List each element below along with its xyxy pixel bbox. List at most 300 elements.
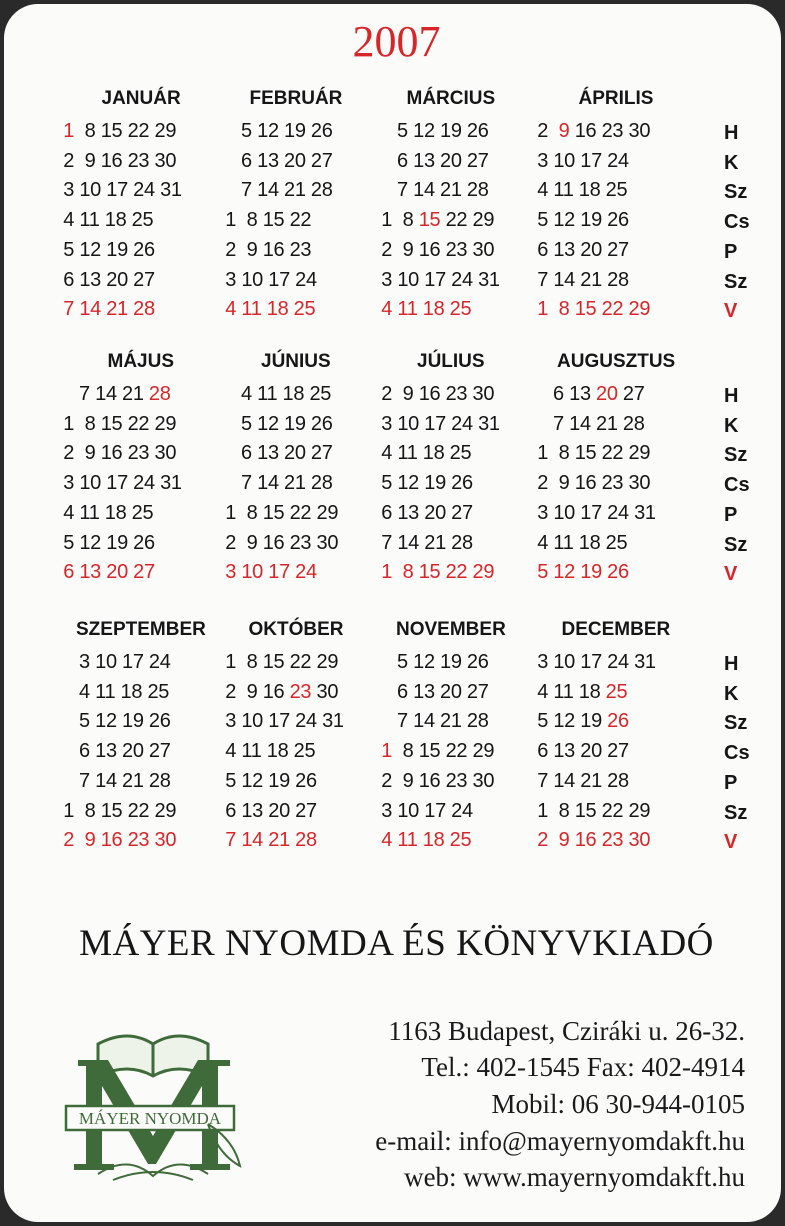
day-number: 29 (149, 120, 177, 142)
day-number: 29 (311, 651, 339, 673)
day-number: 1 (532, 298, 549, 321)
day-number: 16 (257, 531, 285, 554)
day-number: 7 (532, 268, 549, 291)
day-number: 30 (311, 680, 339, 703)
day-number: 11 (548, 179, 574, 202)
weekday-label: K (724, 151, 739, 174)
company-email: e-mail: info@mayernyomdakft.hu (375, 1126, 745, 1156)
day-number: 20 (434, 149, 462, 172)
day-number: 8 (74, 412, 96, 435)
day-number: 13 (89, 740, 117, 763)
day-number: 18 (261, 740, 289, 763)
day-number: 16 (257, 238, 285, 261)
day-number: 7 (58, 298, 75, 321)
day-number: 1 (376, 209, 393, 232)
week-row (532, 209, 629, 232)
day-number: 5 (68, 710, 90, 733)
day-number: 8 (74, 120, 96, 142)
weekday-label: Cs (724, 474, 750, 497)
day-number: 18 (115, 680, 143, 703)
day-number: 29 (467, 561, 495, 584)
week-row (58, 179, 182, 202)
day-number: 1 (220, 209, 237, 232)
day-number: 18 (573, 531, 601, 554)
week-row (532, 800, 650, 823)
day-number: 9 (392, 769, 414, 792)
weekday-label: P (724, 503, 738, 526)
day-number: 20 (278, 442, 306, 465)
day-number: 12 (89, 710, 117, 733)
week-row (220, 681, 338, 704)
day-number: 6 (230, 442, 252, 465)
day-number: 24 (601, 149, 629, 172)
day-number: 20 (590, 383, 618, 405)
day-number: 8 (236, 209, 258, 232)
empty-day (220, 120, 231, 142)
day-number: 26 (601, 561, 629, 584)
day-number: 12 (548, 561, 575, 584)
day-number: 31 (472, 412, 500, 435)
day-number: 19 (434, 120, 462, 142)
week-row (220, 740, 315, 763)
day-number: 21 (116, 383, 144, 405)
day-number: 9 (236, 531, 258, 554)
day-number: 1 (58, 799, 75, 822)
day-number: 9 (74, 149, 96, 172)
day-number: 29 (623, 298, 651, 321)
weekday-label: V (724, 563, 738, 586)
empty-day (220, 179, 231, 201)
empty-day (376, 120, 387, 142)
day-number: 15 (257, 651, 285, 673)
empty-day (220, 442, 231, 464)
day-number: 3 (220, 710, 237, 733)
day-number: 31 (628, 651, 656, 673)
day-number: 14 (392, 531, 419, 554)
week-row (376, 442, 471, 465)
week-row (532, 740, 629, 763)
week-row (376, 209, 494, 232)
day-number: 28 (305, 179, 333, 202)
day-number: 26 (305, 412, 333, 435)
company-logo (58, 1014, 248, 1186)
day-number: 24 (289, 268, 317, 291)
week-row (376, 298, 471, 321)
month-name: OKTÓBER (248, 619, 344, 640)
week-row (58, 502, 153, 525)
day-number: 16 (95, 149, 123, 172)
day-number: 15 (95, 412, 123, 435)
week-row (220, 179, 333, 202)
day-number: 22 (284, 501, 312, 524)
day-number: 11 (392, 298, 418, 321)
day-number: 1 (376, 561, 393, 584)
empty-day (220, 383, 231, 405)
day-number: 23 (122, 149, 150, 172)
day-number: 30 (623, 472, 651, 495)
day-number: 20 (575, 740, 602, 763)
month-name: JÚNIUS (261, 351, 331, 372)
day-number: 18 (573, 680, 601, 703)
week-row (376, 269, 500, 292)
day-number: 6 (230, 149, 252, 172)
weekday-label: P (724, 771, 738, 794)
day-number: 4 (532, 531, 549, 554)
day-number: 12 (548, 209, 575, 232)
month-name: JÚLIUS (417, 351, 485, 372)
day-number: 28 (461, 710, 489, 733)
week-row (376, 651, 489, 674)
day-number: 3 (220, 268, 237, 291)
day-number: 25 (444, 298, 472, 321)
empty-day (376, 150, 387, 172)
day-number: 12 (251, 412, 279, 435)
week-row (532, 561, 629, 584)
day-number: 26 (127, 531, 155, 554)
day-number: 28 (143, 769, 171, 792)
week-row (220, 532, 338, 555)
day-number: 30 (149, 829, 177, 852)
week-row (376, 502, 473, 525)
day-number: 21 (116, 769, 144, 792)
day-number: 12 (407, 120, 435, 142)
week-row (532, 239, 629, 262)
day-number: 10 (74, 472, 101, 495)
day-number: 29 (467, 740, 495, 763)
day-number: 6 (542, 383, 564, 405)
day-number: 25 (444, 829, 472, 852)
day-number: 5 (386, 120, 408, 142)
day-number: 17 (575, 501, 602, 524)
day-number: 17 (419, 412, 446, 435)
day-number: 18 (99, 501, 127, 524)
day-number: 9 (392, 383, 414, 405)
weekday-label: P (724, 240, 738, 263)
day-number: 25 (600, 179, 628, 202)
day-number: 14 (89, 769, 117, 792)
day-number: 8 (392, 561, 414, 584)
week-row (58, 150, 176, 173)
day-number: 27 (127, 561, 155, 584)
day-number: 17 (101, 472, 128, 495)
day-number: 14 (548, 769, 575, 792)
day-number: 7 (68, 769, 90, 792)
day-number: 15 (569, 442, 597, 465)
day-number: 3 (376, 412, 393, 435)
day-number: 31 (154, 472, 182, 495)
company-address: 1163 Budapest, Cziráki u. 26-32. (388, 1016, 745, 1046)
day-number: 25 (126, 209, 154, 232)
day-number: 30 (149, 442, 177, 465)
weekday-label: Cs (724, 211, 750, 234)
week-row (220, 710, 344, 733)
day-number: 9 (392, 238, 414, 261)
week-row (532, 681, 627, 704)
week-row (532, 269, 629, 292)
empty-day (58, 651, 69, 673)
day-number: 3 (376, 799, 393, 822)
day-number: 7 (68, 383, 90, 405)
day-number: 1 (220, 501, 237, 524)
day-number: 1 (532, 442, 549, 465)
week-row (532, 413, 645, 436)
day-number: 6 (58, 268, 75, 291)
day-number: 9 (548, 120, 570, 142)
day-number: 11 (236, 740, 262, 763)
day-number: 1 (532, 799, 549, 822)
day-number: 23 (440, 238, 468, 261)
day-number: 4 (532, 179, 549, 202)
day-number: 9 (548, 829, 570, 852)
day-number: 11 (74, 501, 100, 524)
week-row (58, 413, 176, 436)
weekday-label: Sz (724, 712, 748, 735)
day-number: 12 (74, 238, 101, 261)
day-number: 14 (251, 472, 279, 495)
week-row (58, 442, 176, 465)
week-row (58, 800, 176, 823)
day-number: 6 (58, 561, 75, 584)
day-number: 7 (220, 829, 237, 852)
day-number: 24 (289, 561, 317, 584)
week-row (220, 298, 315, 321)
day-number: 2 (220, 238, 237, 261)
day-number: 8 (548, 298, 570, 321)
month-name: AUGUSZTUS (557, 351, 676, 372)
weekday-label: Sz (724, 533, 748, 556)
week-row (220, 770, 317, 793)
day-number: 22 (440, 561, 468, 584)
day-number: 11 (548, 531, 574, 554)
week-row (376, 472, 473, 495)
day-number: 4 (376, 298, 393, 321)
day-number: 20 (101, 561, 128, 584)
day-number: 27 (601, 740, 629, 763)
week-row (220, 209, 311, 232)
day-number: 13 (236, 799, 263, 822)
company-name: MÁYER NYOMDA ÉS KÖNYVKIADÓ (79, 923, 714, 964)
day-number: 7 (386, 710, 408, 733)
day-number: 16 (569, 829, 597, 852)
day-number: 4 (220, 740, 237, 763)
week-row (376, 770, 494, 793)
week-row (376, 710, 489, 733)
day-number: 27 (289, 799, 317, 822)
day-number: 3 (532, 501, 549, 524)
week-row (220, 150, 333, 173)
day-number: 20 (263, 799, 290, 822)
day-number: 31 (316, 710, 344, 733)
day-number: 26 (461, 651, 489, 673)
week-row (220, 502, 338, 525)
day-number: 21 (575, 769, 602, 792)
day-number: 7 (386, 179, 408, 202)
day-number: 14 (74, 298, 101, 321)
day-number: 25 (142, 680, 170, 703)
day-number: 5 (376, 472, 393, 495)
day-number: 4 (58, 501, 75, 524)
day-number: 15 (95, 799, 123, 822)
week-row (376, 561, 494, 584)
empty-day (58, 740, 69, 762)
day-number: 16 (569, 120, 597, 142)
week-row (532, 472, 650, 495)
company-phone-fax: Tel.: 402-1545 Fax: 402-4914 (421, 1052, 745, 1082)
weekday-label: K (724, 682, 739, 705)
day-number: 2 (220, 680, 237, 703)
week-row (58, 120, 176, 143)
empty-day (220, 413, 231, 435)
week-row (532, 383, 645, 406)
week-row (376, 150, 489, 173)
day-number: 5 (230, 120, 252, 142)
day-number: 5 (220, 769, 237, 792)
day-number: 21 (419, 531, 446, 554)
day-number: 4 (220, 298, 237, 321)
day-number: 20 (101, 268, 128, 291)
day-number: 17 (575, 651, 602, 673)
week-row (532, 502, 656, 525)
day-number: 28 (289, 829, 317, 852)
day-number: 2 (532, 829, 549, 852)
day-number: 28 (461, 179, 489, 202)
day-number: 5 (230, 412, 252, 435)
week-row (220, 472, 333, 495)
week-row (220, 269, 317, 292)
day-number: 6 (386, 680, 408, 703)
day-number: 29 (467, 209, 495, 232)
day-number: 3 (532, 149, 549, 172)
day-number: 14 (89, 383, 117, 405)
day-number: 13 (251, 149, 279, 172)
logo-text: MÁYER NYOMDA (78, 1109, 222, 1128)
day-number: 17 (419, 268, 446, 291)
day-number: 11 (236, 298, 262, 321)
day-number: 7 (230, 472, 252, 495)
day-number: 22 (122, 120, 150, 142)
day-number: 7 (542, 412, 564, 435)
day-number: 29 (149, 799, 177, 822)
week-row (220, 239, 311, 262)
day-number: 24 (601, 651, 629, 673)
week-row (376, 413, 500, 436)
day-number: 30 (623, 829, 651, 852)
day-number: 18 (417, 442, 445, 465)
day-number: 11 (89, 680, 116, 703)
day-number: 14 (548, 268, 575, 291)
week-row (376, 829, 471, 852)
day-number: 28 (127, 298, 155, 321)
day-number: 30 (467, 769, 495, 792)
day-number: 24 (601, 501, 629, 524)
calendar-card (4, 4, 781, 1222)
week-row (376, 179, 489, 202)
day-number: 11 (548, 680, 574, 703)
day-number: 10 (392, 412, 419, 435)
day-number: 16 (95, 829, 123, 852)
day-number: 1 (58, 120, 75, 142)
day-number: 5 (58, 238, 75, 261)
week-row (532, 179, 627, 202)
day-number: 26 (445, 472, 473, 495)
empty-day (376, 710, 387, 732)
day-number: 13 (407, 149, 435, 172)
day-number: 17 (419, 799, 446, 822)
day-number: 17 (263, 561, 290, 584)
day-number: 2 (376, 769, 393, 792)
week-row (376, 800, 473, 823)
day-number: 3 (532, 651, 549, 673)
day-number: 18 (573, 179, 601, 202)
year-title: 2007 (352, 17, 441, 66)
week-row (376, 239, 494, 262)
day-number: 20 (116, 740, 144, 763)
day-number: 18 (417, 829, 445, 852)
day-number: 25 (600, 680, 628, 703)
month-name: DECEMBER (561, 619, 671, 640)
day-number: 12 (74, 531, 101, 554)
empty-day (220, 150, 231, 172)
day-number: 25 (288, 298, 316, 321)
day-number: 13 (407, 680, 435, 703)
day-number: 26 (461, 120, 489, 142)
day-number: 18 (261, 298, 289, 321)
day-number: 10 (236, 710, 263, 733)
day-number: 8 (74, 799, 96, 822)
day-number: 19 (263, 769, 290, 792)
day-number: 19 (419, 472, 446, 495)
day-number: 26 (305, 120, 333, 142)
day-number: 28 (143, 383, 171, 405)
day-number: 10 (236, 268, 263, 291)
week-row (220, 829, 317, 852)
day-number: 21 (263, 829, 290, 852)
day-number: 6 (220, 799, 237, 822)
day-number: 26 (601, 209, 629, 232)
day-number: 21 (278, 179, 306, 202)
day-number: 16 (257, 680, 285, 703)
day-number: 27 (305, 149, 333, 172)
day-number: 21 (101, 298, 128, 321)
day-number: 14 (407, 179, 435, 202)
day-number: 31 (154, 179, 182, 202)
week-row (376, 532, 473, 555)
day-number: 23 (284, 531, 312, 554)
day-number: 18 (277, 383, 305, 405)
day-number: 14 (563, 412, 591, 435)
day-number: 25 (126, 501, 154, 524)
day-number: 27 (461, 149, 489, 172)
day-number: 28 (601, 268, 629, 291)
week-row (58, 298, 155, 321)
weekday-label: Sz (724, 181, 748, 204)
day-number: 5 (532, 561, 549, 584)
day-number: 26 (601, 710, 629, 733)
day-number: 15 (95, 120, 123, 142)
week-row (58, 561, 155, 584)
week-row (58, 209, 153, 232)
day-number: 24 (143, 651, 171, 673)
day-number: 21 (590, 412, 618, 435)
day-number: 21 (278, 472, 306, 495)
day-number: 13 (74, 268, 101, 291)
day-number: 28 (617, 412, 645, 435)
week-row (532, 532, 627, 555)
week-row (532, 150, 629, 173)
empty-day (220, 472, 231, 494)
day-number: 23 (596, 120, 624, 142)
day-number: 3 (68, 651, 90, 673)
